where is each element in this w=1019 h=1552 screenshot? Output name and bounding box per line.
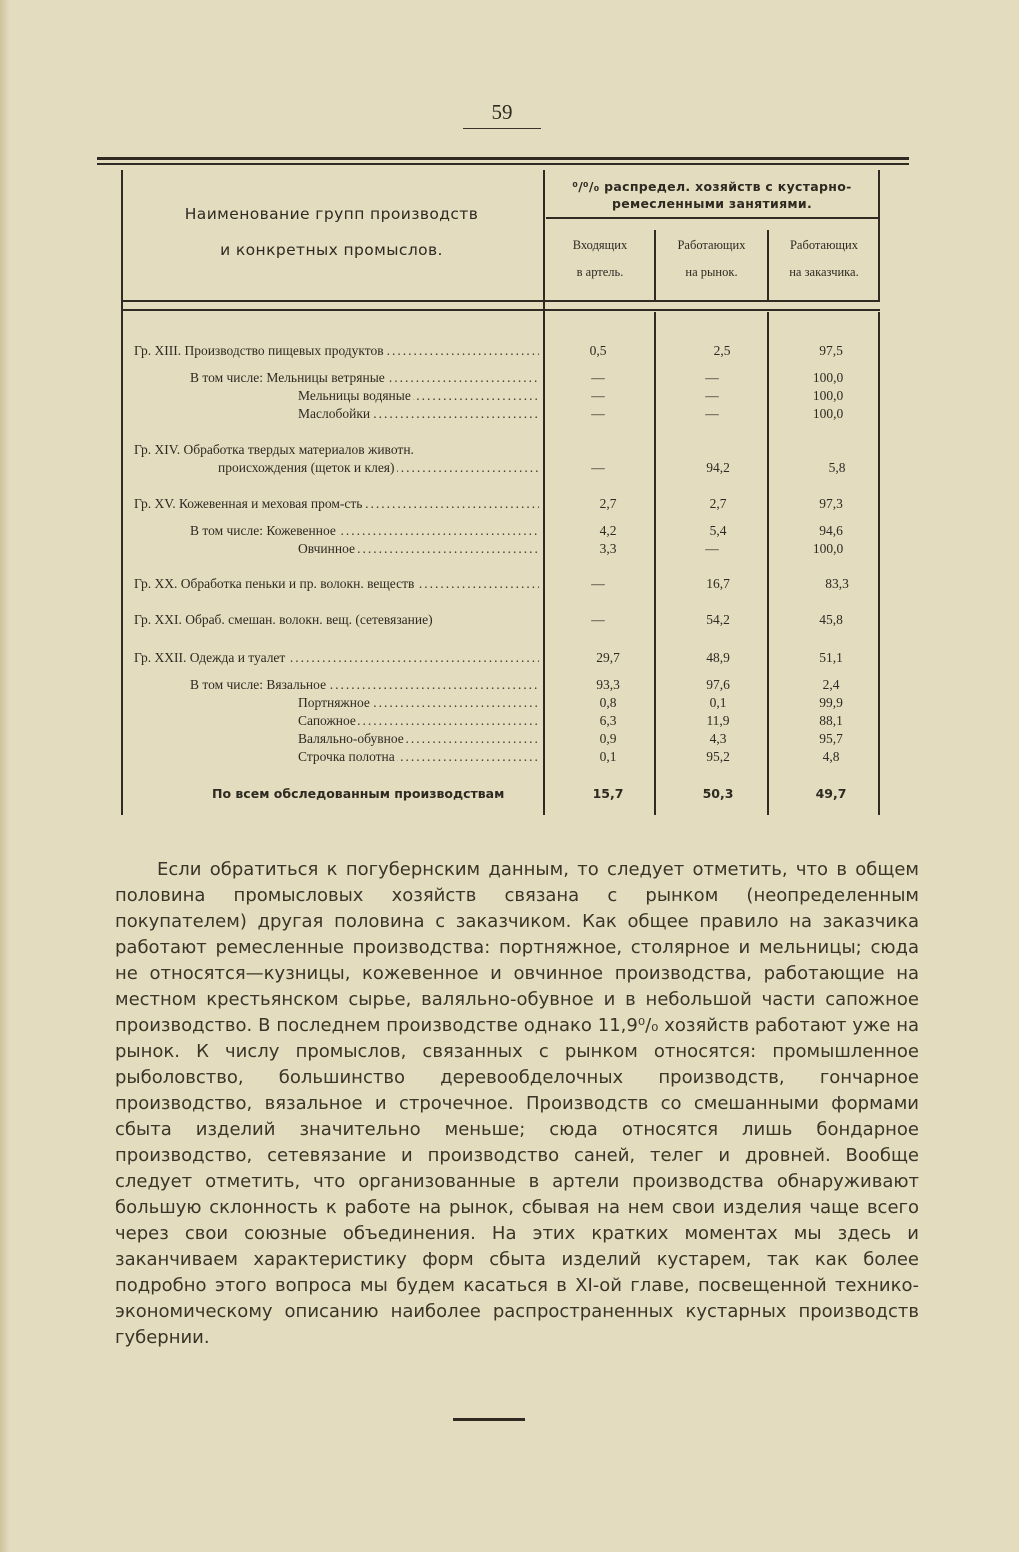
cell-market: 4,3 [709, 731, 727, 746]
row-label: Гр. XV. Кожевенная и меховая пром-сть [134, 496, 363, 511]
table-row [0, 650, 1019, 668]
header-group-rule [546, 217, 879, 219]
cell-market: 5,4 [709, 523, 727, 538]
cell-market: 16,7 [706, 576, 730, 591]
cell-market: 50,3 [702, 786, 734, 801]
cell-artel: 2,7 [599, 496, 617, 511]
cell-market: 0,1 [709, 695, 727, 710]
cell-market: 94,2 [706, 460, 730, 475]
table-row [0, 343, 1019, 361]
cell-market: 2,7 [709, 496, 727, 511]
cell-artel: 15,7 [592, 786, 624, 801]
body-paragraph: Если обратиться к погубернским данным, то следует отметить, что в общем половина промысловых хозяйств связана с рынком (неопределенным покупателем) другая половина с заказчиком. Как общее правило на заказчика работают ремесленные производства: портняжное, столярное и мельницы; сюда не относятся—кузницы, кожевенное и овчинное производства, работающие на местном крестьянском сырье, валяльно-обувное и в небольшой части сапожное производство. В последнем производстве однако 11,9⁰/₀ хозяйств работают уже на рынок. К числу промыслов, связанных с рынком относятся: промышленное рыболовство, большинство деревообделочных производств, гончарное производство, вязальное и строчечное. Производств со смешанными формами сбыта изделий значительно меньше; сюда относятся лишь бондарное производство, сетевязание и производство саней, телег и дровней. Вообще следует отметить, что организованные в артели производства обнаруживают большую склонность к работе на рынок, сбывая на нем свои изделия чаще всего через свои союзные объединения. На этих кратких моментах мы здесь и заканчиваем характеристику форм сбыта изделий кустарем, так как более подробно этого вопроса мы будем касаться в XI-ой главе, посвещенной технико-экономическому описанию наиболее распространенных кустарных производств губернии. [115, 859, 919, 1348]
cell-artel: 3,3 [599, 541, 617, 556]
cell-market: 54,2 [706, 612, 730, 627]
table-row [0, 695, 1019, 713]
table-top-rule [97, 157, 909, 160]
header-col1-line1: Входящих [572, 238, 628, 252]
cell-artel: — [591, 460, 605, 475]
row-label: В том числе: Кожевенное [190, 523, 336, 538]
row-label: Овчинное [298, 541, 355, 556]
header-bottom-rule-1 [121, 300, 880, 302]
cell-artel: 0,5 [589, 343, 607, 358]
table-row [0, 576, 1019, 594]
cell-customer: 4,8 [822, 749, 840, 764]
cell-customer: 95,7 [819, 731, 843, 746]
cell-market: — [705, 541, 719, 556]
header-col3-line1: Работающих [789, 238, 858, 252]
cell-artel: 6,3 [599, 713, 617, 728]
header-name-line2: и конкретных промыслов. [220, 241, 443, 259]
table-row [0, 677, 1019, 695]
cell-customer: 100,0 [812, 388, 844, 403]
header-bottom-rule-2 [121, 309, 880, 311]
row-label: Строчка полотна [298, 749, 395, 764]
header-group-line2: ремесленными занятиями. [611, 196, 813, 211]
header-col1-line2: в артель. [576, 265, 624, 279]
cell-customer: 100,0 [812, 370, 844, 385]
header-col3-line2: на заказчика. [789, 265, 859, 279]
cell-market: 97,6 [706, 677, 730, 692]
cell-market: 95,2 [706, 749, 730, 764]
cell-artel: 0,9 [599, 731, 617, 746]
cell-artel: 93,3 [596, 677, 620, 692]
table-row [0, 460, 1019, 478]
cell-customer: 5,8 [828, 460, 846, 475]
paper-edge [0, 0, 10, 1552]
cell-customer: 100,0 [812, 406, 844, 421]
table-row-total [0, 786, 1019, 804]
header-col2-line1: Работающих [677, 238, 746, 252]
table-row [0, 496, 1019, 514]
row-label: В том числе: Вязальное [190, 677, 327, 692]
cell-market: 48,9 [706, 650, 730, 665]
cell-customer: 45,8 [819, 612, 843, 627]
end-rule [453, 1418, 525, 1421]
row-label: Мельницы водяные [298, 388, 411, 403]
header-name-line1: Наименование групп производств [184, 205, 479, 223]
table-row [0, 388, 1019, 406]
cell-artel: — [591, 388, 605, 403]
row-label: Гр. XX. Обработка пеньки и пр. волокн. веществ [134, 576, 415, 591]
cell-market: — [705, 406, 719, 421]
table-row [0, 406, 1019, 424]
row-label: В том числе: Мельницы ветряные [190, 370, 385, 385]
table-top-rule-2 [97, 163, 909, 165]
cell-market: — [705, 388, 719, 403]
cell-artel: 4,2 [599, 523, 617, 538]
row-label: Гр. XIII. Производство пищевых продуктов [134, 343, 384, 358]
table-row [0, 442, 1019, 460]
cell-artel: 0,1 [599, 749, 617, 764]
cell-customer: 94,6 [819, 523, 843, 538]
cell-customer: 100,0 [812, 541, 844, 556]
header-group-line1: ⁰/⁰/₀ распредел. хозяйств с кустарно- [572, 179, 852, 194]
table-row [0, 370, 1019, 388]
row-label: Гр. XXI. Обраб. смешан. волокн. вещ. (сетевязание) [134, 612, 433, 627]
row-label: Гр. XIV. Обработка твердых материалов животн. [134, 442, 414, 457]
body-paragraph-block [115, 857, 919, 1351]
cell-artel: — [591, 576, 605, 591]
table-row [0, 731, 1019, 749]
cell-customer: 97,3 [819, 496, 843, 511]
cell-customer: 83,3 [825, 576, 849, 591]
table-row [0, 749, 1019, 767]
cell-customer: 88,1 [819, 713, 843, 728]
cell-customer: 2,4 [822, 677, 840, 692]
cell-market: 11,9 [706, 713, 730, 728]
row-label: Валяльно-обувное [298, 731, 404, 746]
row-label: Маслобойки [298, 406, 371, 421]
cell-artel: 0,8 [599, 695, 617, 710]
row-label: происхождения (щеток и клея) [218, 460, 395, 475]
cell-market: 2,5 [713, 343, 731, 358]
cell-artel: 29,7 [596, 650, 620, 665]
cell-market: — [705, 370, 719, 385]
cell-artel: — [591, 406, 605, 421]
row-label: По всем обследованным производствам [212, 786, 505, 801]
row-label: Сапожное [298, 713, 356, 728]
page-number-underline [463, 128, 541, 129]
cell-customer: 49,7 [815, 786, 847, 801]
page-number: 59 [491, 100, 513, 124]
table-row [0, 713, 1019, 731]
table-row [0, 612, 1019, 630]
cell-artel: — [591, 612, 605, 627]
cell-customer: 99,9 [819, 695, 843, 710]
table-row [0, 523, 1019, 541]
table-row [0, 541, 1019, 559]
header-col2-line2: на рынок. [685, 265, 738, 279]
cell-customer: 97,5 [819, 343, 843, 358]
cell-artel: — [591, 370, 605, 385]
cell-customer: 51,1 [819, 650, 843, 665]
row-label: Портняжное [298, 695, 370, 710]
row-label: Гр. XXII. Одежда и туалет [134, 650, 286, 665]
